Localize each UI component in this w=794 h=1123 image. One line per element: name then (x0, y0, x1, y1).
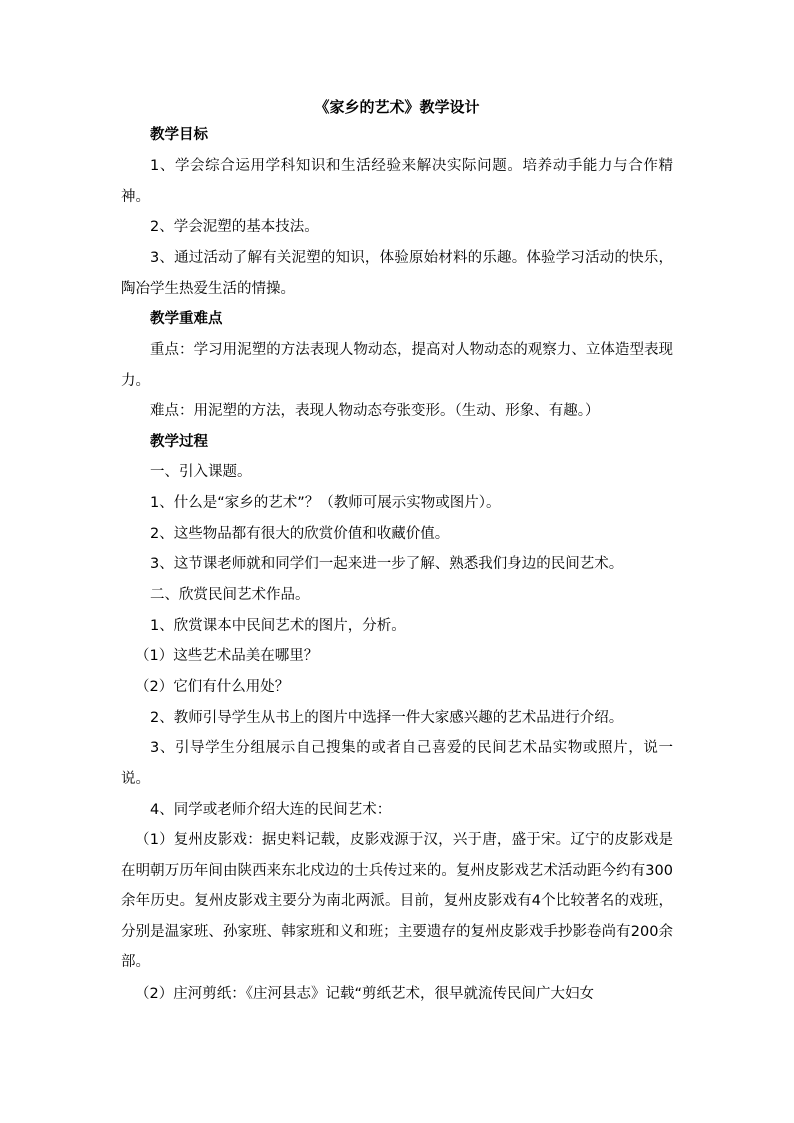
process-item: 3、引导学生分组展示自己搜集的或者自己喜爱的民间艺术品实物或照片，说一说。 (121, 740, 673, 787)
process-item: 1、什么是“家乡的艺术”？（教师可展示实物或图片）。 (150, 495, 501, 511)
objective-1: 1、学会综合运用学科知识和生活经验来解决实际问题。培养动手能力与合作精神。 (121, 158, 673, 205)
heading-teaching-process: 教学过程 (150, 434, 208, 450)
document-title: 《家乡的艺术》教学设计 (314, 98, 480, 116)
process-subitem-zhuanghe-paper-cutting: （2）庄河剪纸：《庄河县志》记载“剪纸艺术，很早就流传民间广大妇女 (135, 986, 594, 1002)
key-point: 重点：学习用泥塑的方法表现人物动态，提高对人物动态的观察力、立体造型表现力。 (121, 342, 673, 389)
process-section-1: 一、引入课题。 (150, 464, 252, 480)
objective-2: 2、学会泥塑的基本技法。 (150, 219, 319, 235)
objective-3: 3、通过活动了解有关泥塑的知识，体验原始材料的乐趣。体验学习活动的快乐，陶冶学生热爱生活的情操。 (121, 250, 673, 297)
process-item: 4、同学或老师介绍大连的民间艺术： (150, 802, 392, 818)
process-item: 3、这节课老师就和同学们一起来进一步了解、熟悉我们身边的民间艺术。 (150, 556, 624, 572)
process-item: 2、这些物品都有很大的欣赏价值和收藏价值。 (150, 526, 450, 542)
heading-key-points: 教学重难点 (150, 311, 223, 327)
process-subitem: （2）它们有什么用处？ (135, 679, 290, 695)
process-item: 1、欣赏课本中民间艺术的图片，分析。 (150, 618, 406, 634)
heading-teaching-objectives: 教学目标 (150, 127, 208, 143)
process-subitem-fuzhou-shadow-play: （1）复州皮影戏：据史料记载，皮影戏源于汉，兴于唐，盛于宋。辽宁的皮影戏是在明朝万历年间由陕西来东北戍边的士兵传过来的。复州皮影戏艺术活动距今约有300余年历史。复州皮影戏主要分为南北两派。目前，复州皮影戏有4个比较著名的戏班，分别是温家班、孙家班、韩家班和义和班；主要遗存的复州皮影戏手抄影卷尚有200余部。 (121, 832, 673, 971)
process-item: 2、教师引导学生从书上的图片中选择一件大家感兴趣的艺术品进行介绍。 (150, 710, 624, 726)
difficult-point: 难点：用泥塑的方法，表现人物动态夸张变形。（生动、形象、有趣。） (150, 403, 600, 419)
process-section-2: 二、欣赏民间艺术作品。 (150, 587, 310, 603)
process-subitem: （1）这些艺术品美在哪里？ (135, 648, 319, 664)
